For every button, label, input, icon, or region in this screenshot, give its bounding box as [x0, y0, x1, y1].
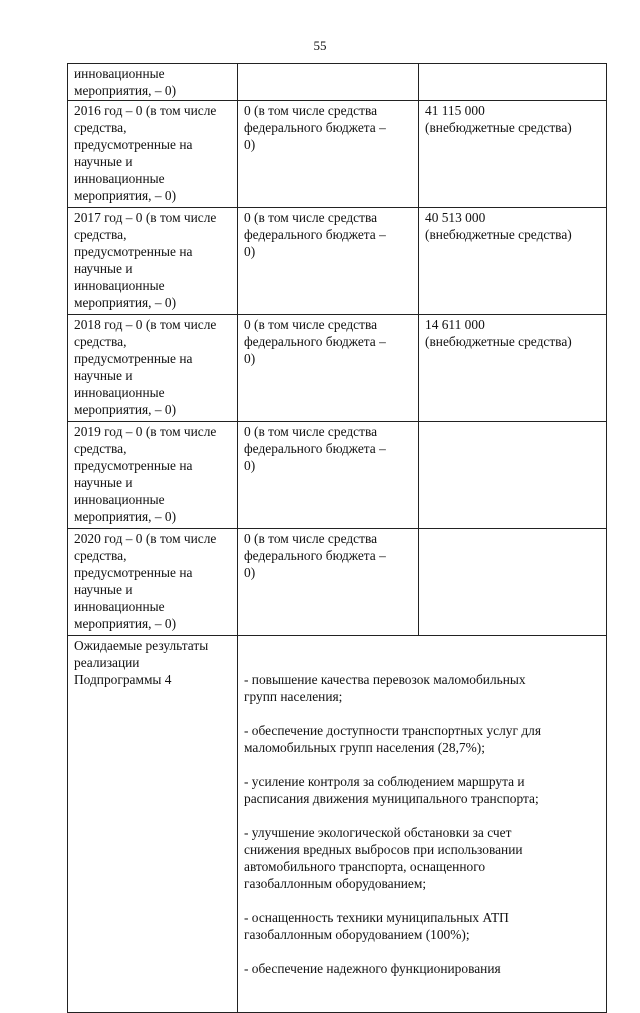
table-cell: инновационные мероприятия, – 0) — [68, 64, 238, 101]
table-cell-federal: 0 (в том числе средства федерального бюджета – 0) — [238, 208, 419, 315]
results-list — [244, 654, 602, 994]
table-cell-year: 2020 год – 0 (в том числе средства, предусмотренные на научные и инновационные мероприятия, – 0) — [68, 529, 238, 636]
page-number: 55 — [313, 38, 327, 53]
table-cell-year: 2016 год – 0 (в том числе средства, предусмотренные на научные и инновационные мероприятия, – 0) — [68, 101, 238, 208]
list-item: - оснащенность техники муниципальных АТП газобаллонным оборудованием (100%); — [244, 910, 509, 942]
table-cell-extrabudget — [419, 422, 607, 529]
table-cell-extrabudget: 40 513 000 (внебюджетные средства) — [419, 208, 607, 315]
list-item: - улучшение экологической обстановки за счет снижения вредных выбросов при использовании автомобильного транспорта, оснащенного газобаллонным оборудованием; — [244, 825, 523, 891]
list-item: - обеспечение надежного функционирования — [244, 961, 501, 976]
table-row-expected-results — [68, 636, 607, 1013]
results-label: Ожидаемые результаты реализации Подпрограммы 4 — [68, 636, 238, 1013]
table-cell-extrabudget: 14 611 000 (внебюджетные средства) — [419, 315, 607, 422]
table-cell — [419, 64, 607, 101]
table-row-2019 — [68, 422, 607, 529]
table-row-2016 — [68, 101, 607, 208]
table-cell-year: 2017 год – 0 (в том числе средства, предусмотренные на научные и инновационные мероприятия, – 0) — [68, 208, 238, 315]
table-cell-extrabudget: 41 115 000 (внебюджетные средства) — [419, 101, 607, 208]
table-row-2017 — [68, 208, 607, 315]
table-cell-federal: 0 (в том числе средства федерального бюджета – 0) — [238, 315, 419, 422]
list-item: - обеспечение доступности транспортных услуг для маломобильных групп населения (28,7%); — [244, 723, 541, 755]
table-cell-year: 2018 год – 0 (в том числе средства, предусмотренные на научные и инновационные мероприятия, – 0) — [68, 315, 238, 422]
table-cell-year: 2019 год – 0 (в том числе средства, предусмотренные на научные и инновационные мероприятия, – 0) — [68, 422, 238, 529]
table-cell-federal: 0 (в том числе средства федерального бюджета – 0) — [238, 529, 419, 636]
list-item: - усиление контроля за соблюдением маршрута и расписания движения муниципального транспорта; — [244, 774, 539, 806]
list-item: - повышение качества перевозок маломобильных групп населения; — [244, 672, 526, 704]
table-row-2020 — [68, 529, 607, 636]
table-cell-federal: 0 (в том числе средства федерального бюджета – 0) — [238, 422, 419, 529]
table-row-2018 — [68, 315, 607, 422]
table-cell — [238, 64, 419, 101]
funding-table — [67, 63, 607, 1013]
table-cell-extrabudget — [419, 529, 607, 636]
table-cell-federal: 0 (в том числе средства федерального бюджета – 0) — [238, 101, 419, 208]
results-content — [238, 636, 607, 1013]
table-row-continuation — [68, 64, 607, 101]
